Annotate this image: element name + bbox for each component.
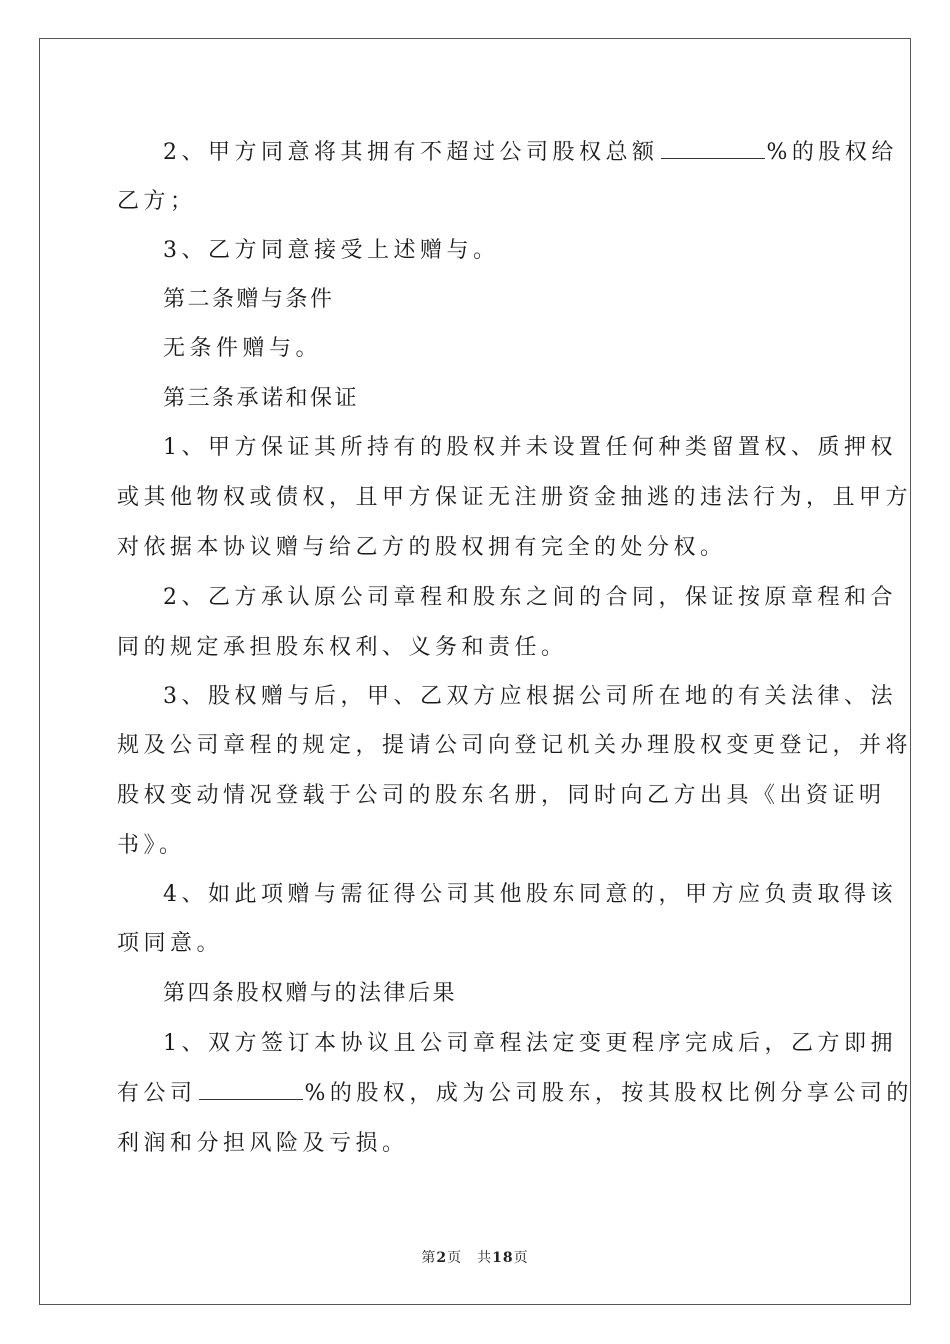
paragraph-warranty-1-line3: 对依据本协议赠与给乙方的股权拥有完全的处分权。	[117, 535, 727, 560]
paragraph-warranty-2-line2: 同的规定承担股东权利、义务和责任。	[117, 635, 568, 660]
text-segment: %的股权给	[766, 140, 898, 165]
text-segment: %的股权，成为公司股东，按其股权比例分享公司的	[304, 1081, 913, 1106]
paragraph-warranty-3-line1: 3、股权赠与后，甲、乙双方应根据公司所在地的有关法律、法	[163, 684, 897, 709]
paragraph-acceptance: 3、乙方同意接受上述赠与。	[163, 238, 500, 263]
paragraph-legal-effect-line1: 1、双方签订本协议且公司章程法定变更程序完成后，乙方即拥	[163, 1031, 897, 1056]
page-border	[39, 38, 911, 1305]
heading-article-3: 第三条承诺和保证	[163, 386, 360, 411]
blank-fill-field[interactable]	[199, 1079, 303, 1100]
paragraph-warranty-2-line1: 2、乙方承认原公司章程和股东之间的合同，保证按原章程和合	[163, 585, 897, 610]
paragraph-warranty-3-line4: 书》。	[117, 833, 186, 858]
paragraph-equity-share-line2: 乙方；	[117, 189, 197, 214]
current-page-number: 2	[436, 1250, 448, 1266]
paragraph-warranty-1-line1: 1、甲方保证其所持有的股权并未设置任何种类留置权、质押权	[163, 435, 897, 460]
paragraph-warranty-3-line2: 规及公司章程的规定，提请公司向登记机关办理股权变更登记，并将	[117, 733, 913, 758]
paragraph-equity-share-line1	[163, 138, 898, 168]
paragraph-warranty-1-line2: 或其他物权或债权，且甲方保证无注册资金抽逃的违法行为，且甲方	[117, 485, 913, 510]
blank-fill-field[interactable]	[661, 138, 765, 159]
paragraph-legal-effect-line3: 利润和分担风险及亏损。	[117, 1131, 409, 1156]
heading-article-4: 第四条股权赠与的法律后果	[163, 981, 458, 1006]
paragraph-warranty-4-line1: 4、如此项赠与需征得公司其他股东同意的，甲方应负责取得该	[163, 882, 897, 907]
heading-article-2: 第二条赠与条件	[163, 287, 335, 312]
footer-text: 页	[513, 1250, 529, 1266]
paragraph-legal-effect-line2	[117, 1079, 913, 1109]
paragraph-warranty-4-line2: 项同意。	[117, 931, 224, 956]
text-segment: 2、甲方同意将其拥有不超过公司股权总额	[163, 140, 659, 165]
footer-text: 第	[421, 1250, 437, 1266]
page-number-footer	[0, 1247, 950, 1267]
text-segment: 有公司	[117, 1081, 197, 1106]
paragraph-warranty-3-line3: 股权变动情况登载于公司的股东名册，同时向乙方出具《出资证明	[117, 783, 886, 808]
total-page-count: 18	[492, 1250, 514, 1266]
footer-text: 页 共	[447, 1250, 493, 1266]
paragraph-unconditional: 无条件赠与。	[163, 336, 323, 361]
